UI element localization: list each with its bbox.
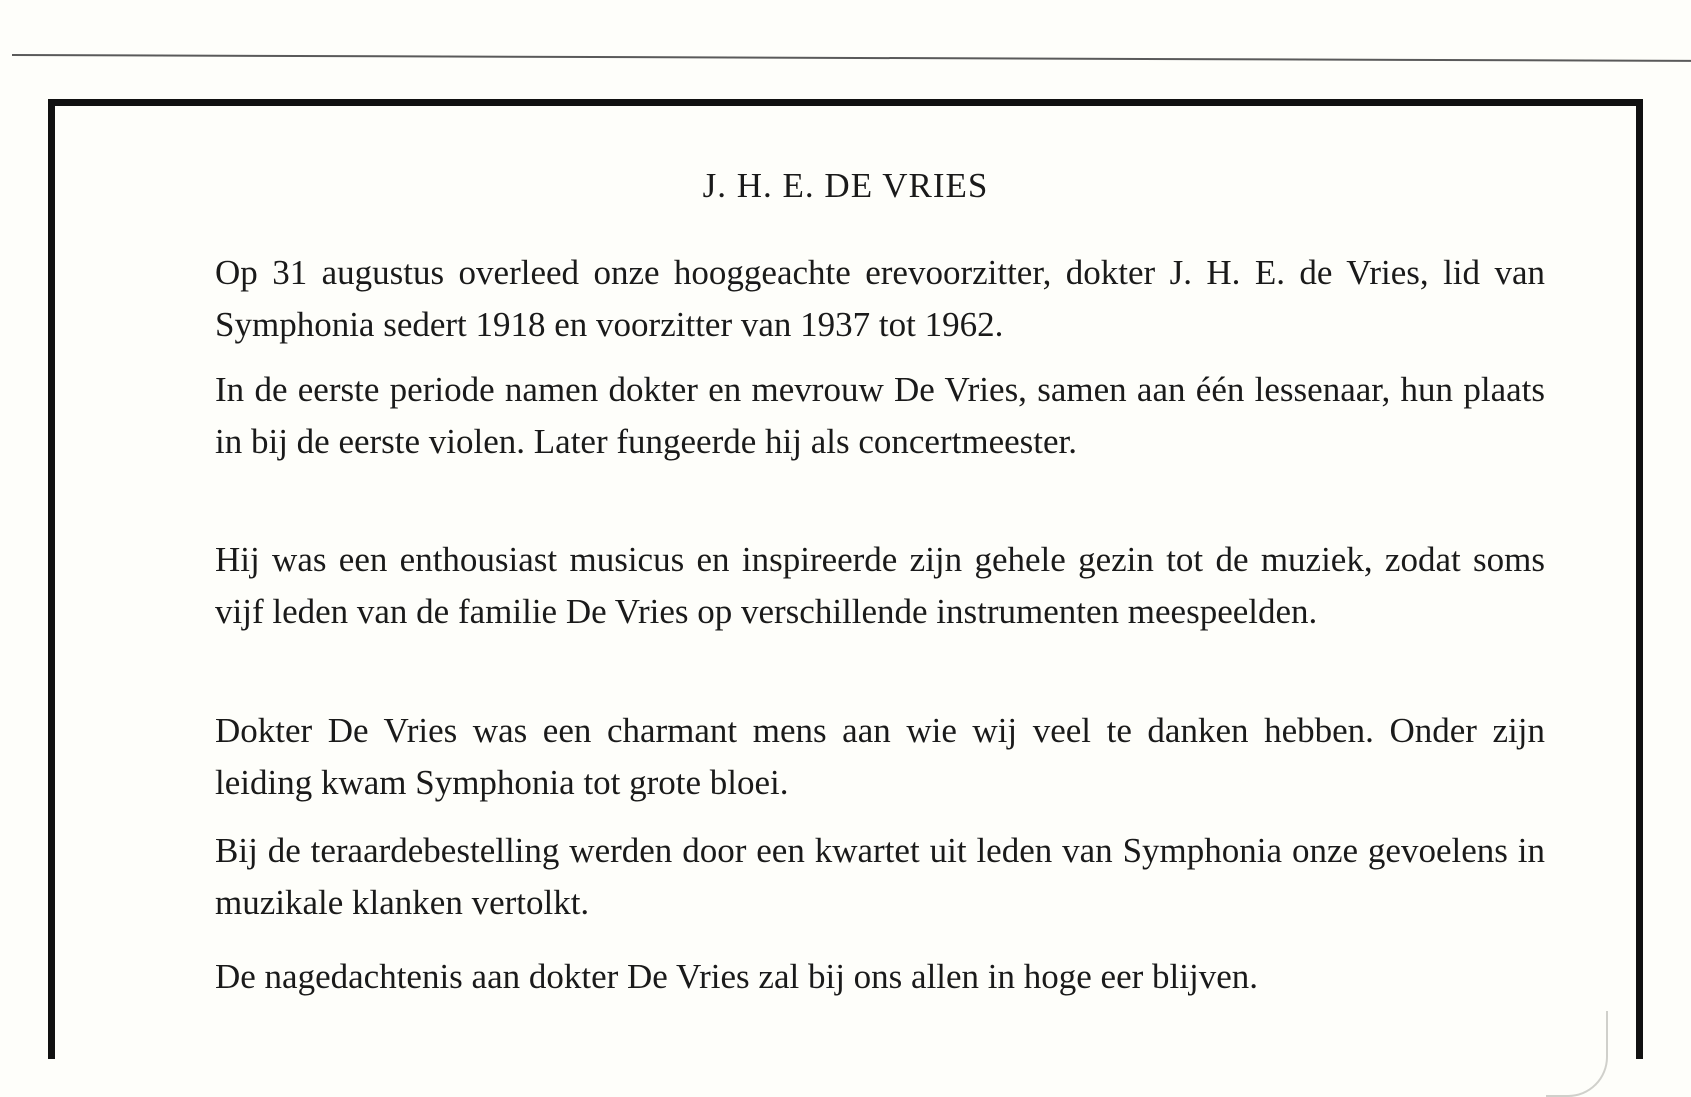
memorial-heading: J. H. E. DE VRIES	[702, 166, 989, 205]
memorial-frame	[48, 99, 1643, 1059]
paragraph-2: In de eerste periode namen dokter en mevrouw De Vries, samen aan één lessenaar, hun plaats in bij de eerste violen. Later fungeerde hij als concertmeester.	[215, 370, 1545, 461]
paragraph-4: Dokter De Vries was een charmant mens aan wie wij veel te danken hebben. Onder zijn leiding kwam Symphonia tot grote bloei.	[215, 711, 1545, 802]
margin-mark	[1546, 1011, 1608, 1097]
paragraph-1: Op 31 augustus overleed onze hooggeachte erevoorzitter, dokter J. H. E. de Vries, lid van Symphonia sedert 1918 en voorzitter van 1937 tot 1962.	[215, 253, 1545, 344]
top-rule	[12, 54, 1691, 62]
paragraph-5: Bij de teraardebestelling werden door een kwartet uit leden van Symphonia onze gevoelens in muzikale klanken vertolkt.	[215, 831, 1545, 922]
paragraph-6: De nagedachtenis aan dokter De Vries zal bij ons allen in hoge eer blijven.	[215, 957, 1258, 996]
paragraph-3: Hij was een enthousiast musicus en inspireerde zijn gehele gezin tot de muziek, zodat soms vijf leden van de familie De Vries op verschillende instrumenten meespeelden.	[215, 540, 1545, 631]
